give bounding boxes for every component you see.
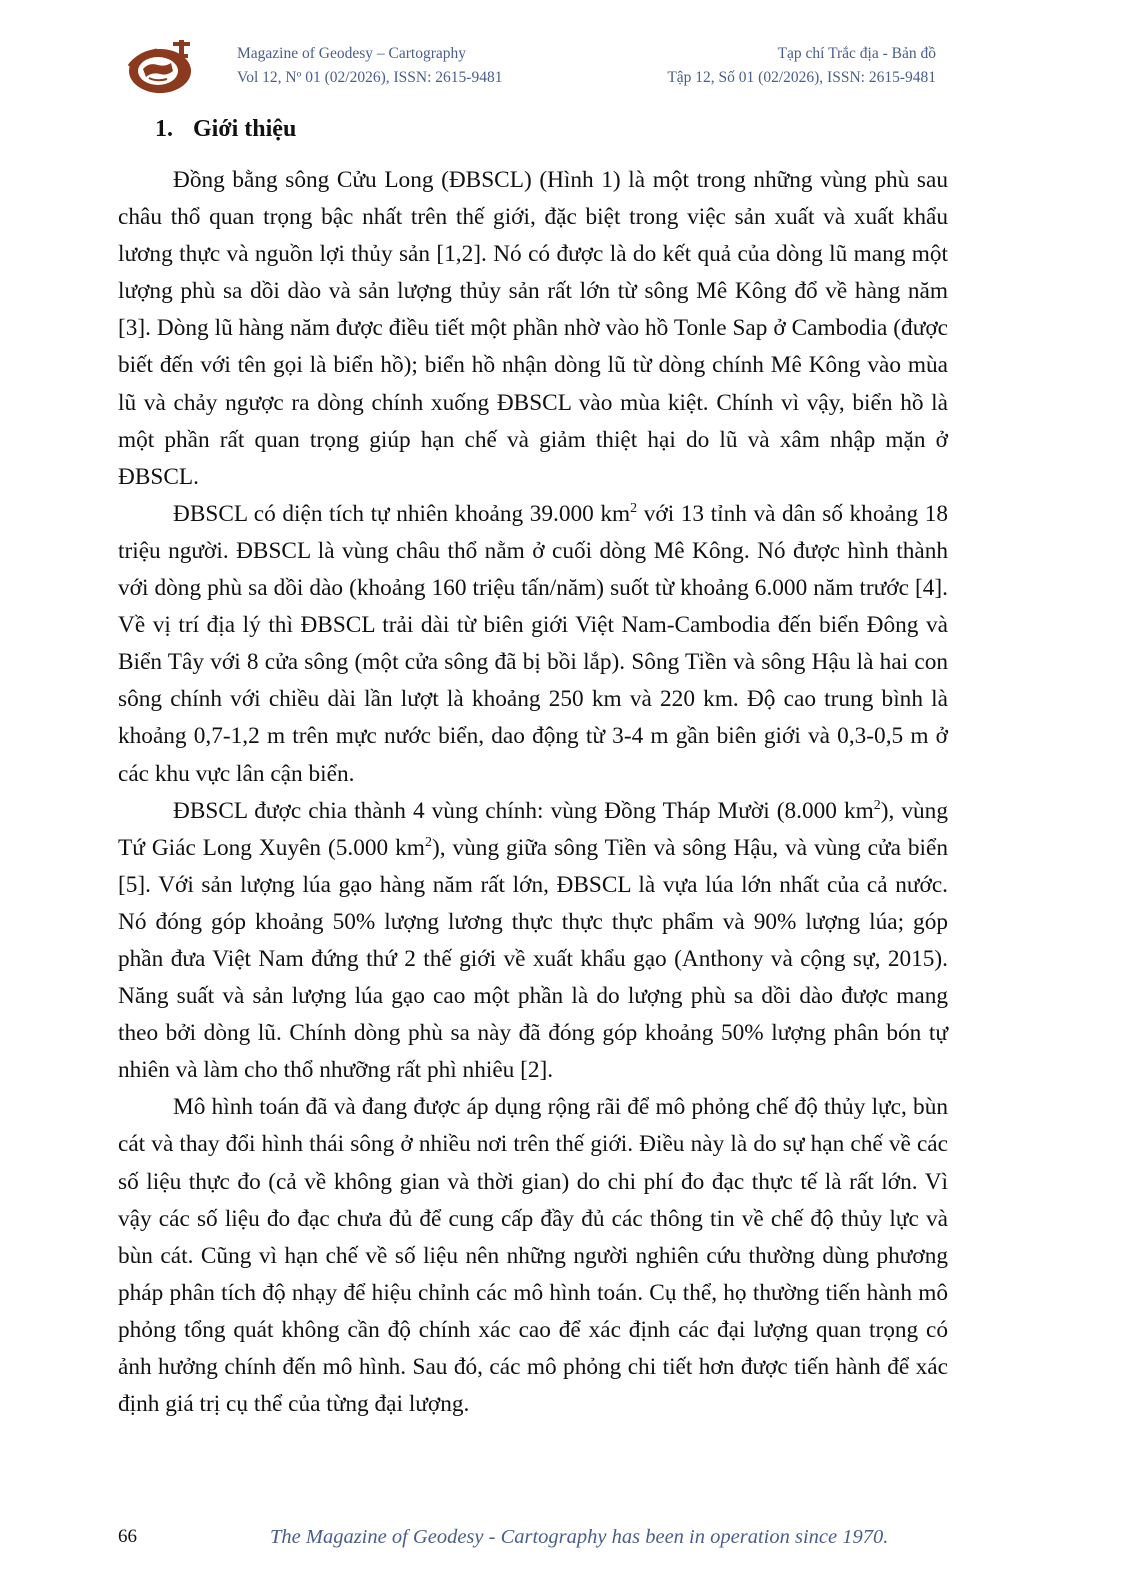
- paragraph-p4: [118, 1089, 948, 1423]
- paragraph-text: với 13 tỉnh và dân số khoảng 18 triệu người. ĐBSCL là vùng châu thổ nằm ở cuối dòng Mê Kông. Nó được hình thành với dòng phù sa dồi dào (khoảng 160 triệu tấn/năm) suốt từ khoảng 6.000 năm trước [4]. Về vị trí địa lý thì ĐBSCL trải dài từ biên giới Việt Nam-Cambodia đến biển Đông và Biển Tây với 8 cửa sông (một cửa sông đã bị bồi lắp). Sông Tiền và sông Hậu là hai con sông chính với chiều dài lần lượt là khoảng 250 km và 220 km. Độ cao trung bình là khoảng 0,7-1,2 m trên mực nước biển, dao động từ 3-4 m gần biên giới và 0,3-0,5 m ở các khu vực lân cận biển.: [118, 500, 948, 787]
- header-journal-title-vi: Tạp chí Trắc địa - Bản đồ: [777, 45, 936, 62]
- header-volume-vi: Tập 12, Số 01 (02/2026), ISSN: 2615-9481: [667, 69, 936, 86]
- paragraph-p2: [118, 496, 948, 793]
- page-footer: [0, 1520, 1123, 1560]
- page-number: 66: [118, 1526, 137, 1547]
- paragraph-text: ), vùng giữa sông Tiền và sông Hậu, và vùng cửa biển [5]. Với sản lượng lúa gạo hàng năm rất lớn, ĐBSCL là vựa lúa lớn nhất của cả nước. Nó đóng góp khoảng 50% lượng lương thực thực thực phẩm và 90% lượng lúa; góp phần đưa Việt Nam đứng thứ 2 thế giới về xuất khẩu gạo (Anthony và cộng sự, 2015). Năng suất và sản lượng lúa gạo cao một phần là do lượng phù sa dồi dào được mang theo bởi dòng lũ. Chính dòng phù sa này đã đóng góp khoảng 50% lượng phân bón tự nhiên và làm cho thổ nhưỡng rất phì nhiêu [2].: [118, 834, 949, 1084]
- paragraph-p3: [118, 793, 948, 1090]
- footer-tagline: The Magazine of Geodesy - Cartography has been in operation since 1970.: [270, 1526, 889, 1548]
- superscript: 2: [424, 834, 432, 850]
- journal-logo-icon: [127, 38, 197, 96]
- paragraph-text: Mô hình toán đã và đang được áp dụng rộng rãi để mô phỏng chế độ thủy lực, bùn cát và thay đổi hình thái sông ở nhiều nơi trên thế giới. Điều này là do sự hạn chế về các số liệu thực đo (cả về không gian và thời gian) do chi phí đo đạc thực tế là rất lớn. Vì vậy các số liệu đo đạc chưa đủ để cung cấp đầy đủ các thông tin về chế độ thủy lực và bùn cát. Cũng vì hạn chế về số liệu nên những người nghiên cứu thường dùng phương pháp phân tích độ nhạy để hiệu chỉnh các mô hình toán. Cụ thể, họ thường tiến hành mô phỏng tổng quát không cần độ chính xác cao để xác định các đại lượng quan trọng có ảnh hưởng chính đến mô hình. Sau đó, các mô phỏng chi tiết hơn được tiến hành để xác định giá trị cụ thể của từng đại lượng.: [118, 1094, 948, 1418]
- page-header: [0, 0, 1123, 110]
- header-volume-en: Vol 12, Nº 01 (02/2026), ISSN: 2615-9481: [237, 69, 503, 86]
- paragraph-text: ), vùng Tứ Giác Long Xuyên (5.000 km: [118, 797, 948, 861]
- header-journal-vietnamese: [667, 42, 936, 90]
- paragraph-p1: [118, 162, 948, 496]
- body-text: [118, 162, 948, 1423]
- section-heading: [155, 116, 296, 143]
- paragraph-text: ĐBSCL được chia thành 4 vùng chính: vùng Đồng Tháp Mười (8.000 km: [173, 797, 874, 824]
- header-journal-title-en: Magazine of Geodesy – Cartography: [237, 45, 466, 62]
- section-number: 1.: [155, 116, 173, 142]
- paragraph-text: Đồng bằng sông Cửu Long (ĐBSCL) (Hình 1) là một trong những vùng phù sau châu thổ quan trọng bậc nhất trên thế giới, đặc biệt trong việc sản xuất và xuất khẩu lương thực và nguồn lợi thủy sản [1,2]. Nó có được là do kết quả của dòng lũ mang một lượng phù sa dồi dào và sản lượng thủy sản rất lớn từ sông Mê Kông đổ về hàng năm [3]. Dòng lũ hàng năm được điều tiết một phần nhờ vào hồ Tonle Sap ở Cambodia (được biết đến với tên gọi là biển hồ); biển hồ nhận dòng lũ từ dòng chính Mê Kông vào mùa lũ và chảy ngược ra dòng chính xuống ĐBSCL vào mùa kiệt. Chính vì vậy, biển hồ là một phần rất quan trọng giúp hạn chế và giảm thiệt hại do lũ và xâm nhập mặn ở ĐBSCL.: [118, 167, 948, 490]
- paragraph-text: ĐBSCL có diện tích tự nhiên khoảng 39.000 km: [173, 500, 631, 527]
- header-journal-english: [237, 42, 502, 90]
- superscript: 2: [873, 797, 881, 813]
- superscript: 2: [630, 501, 638, 517]
- section-title: Giới thiệu: [193, 116, 297, 142]
